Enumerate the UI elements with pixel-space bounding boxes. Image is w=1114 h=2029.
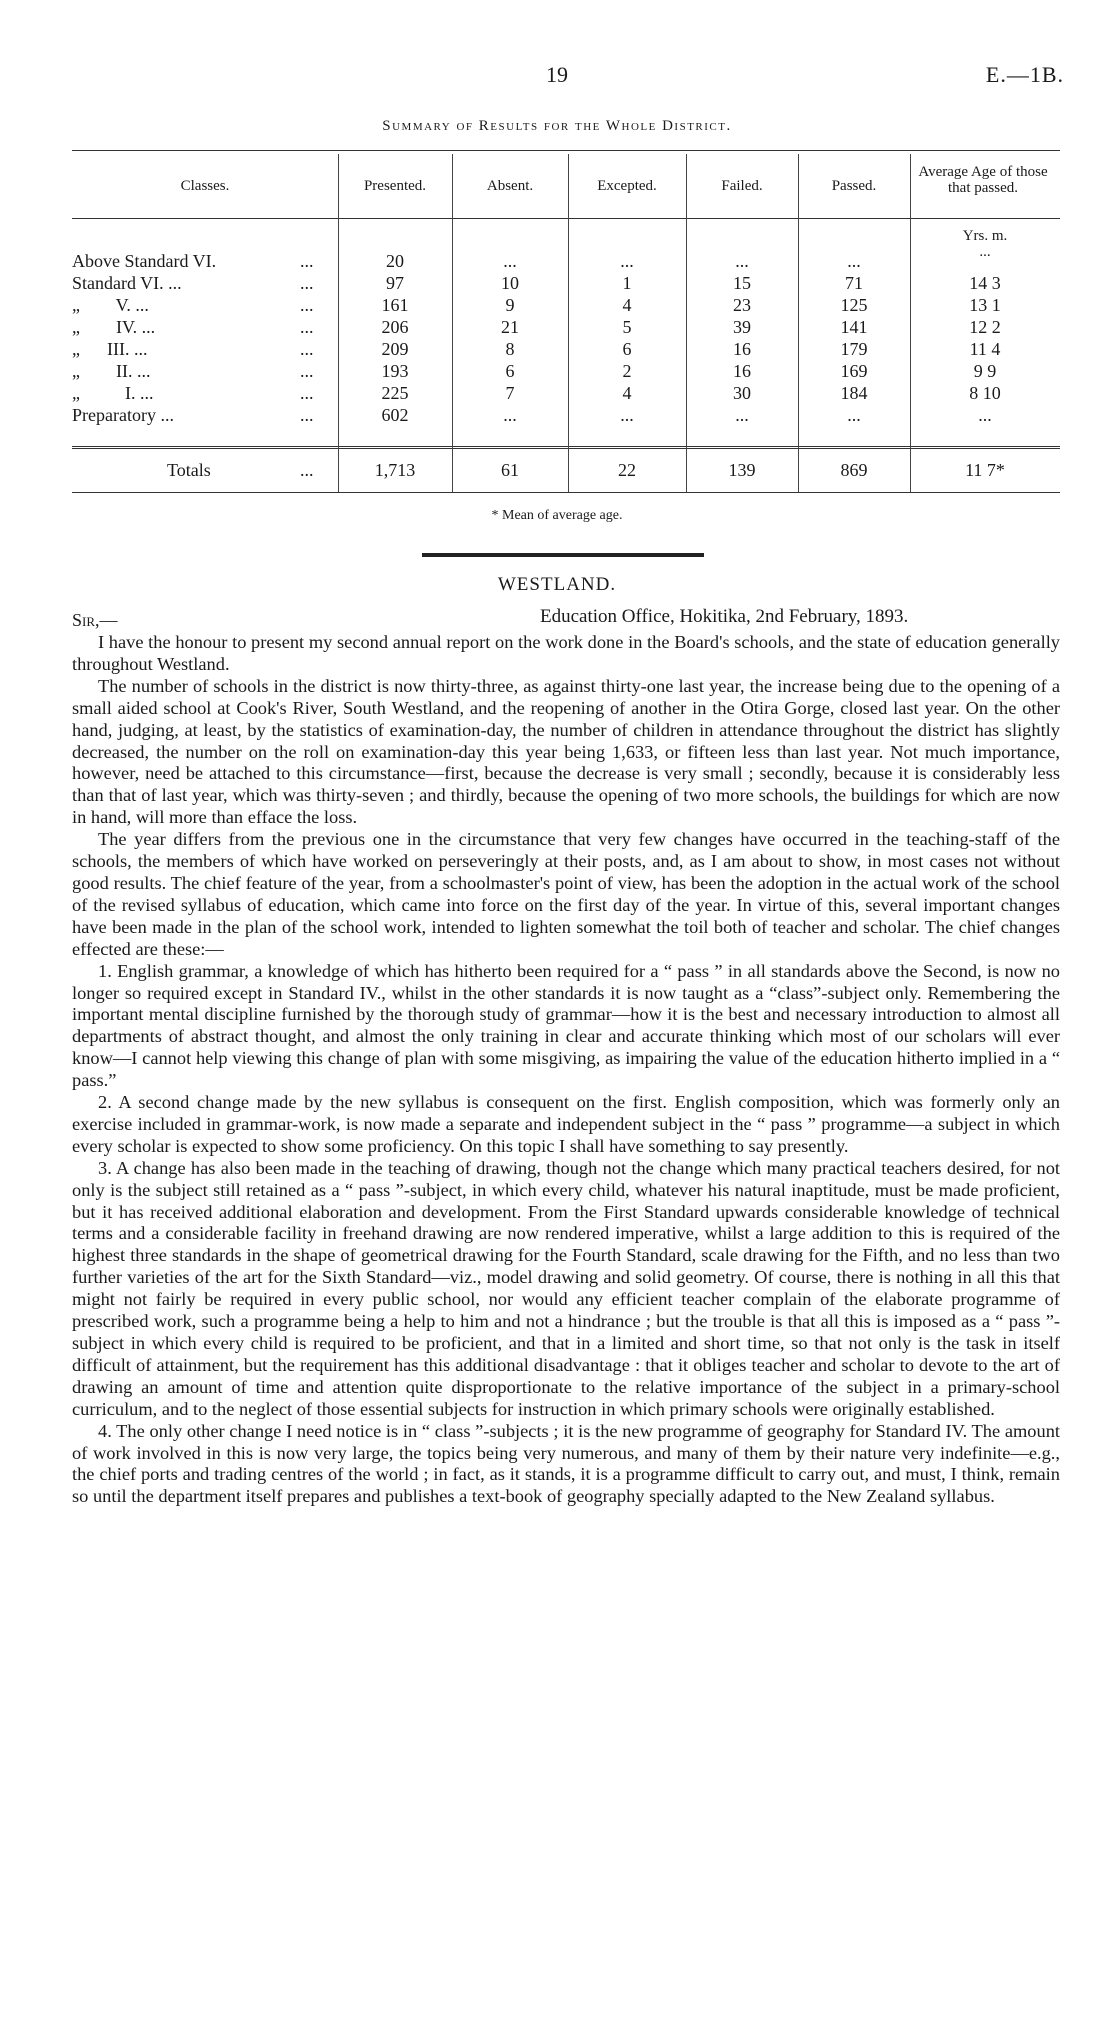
passed-value: 179 <box>840 339 868 359</box>
average-age-value: 14 3 <box>969 273 1001 293</box>
presented-value: 161 <box>381 295 409 315</box>
failed-value: ... <box>735 251 749 271</box>
paragraph: I have the honour to present my second annual report on the work done in the Board's schools, and the state of education generally throughout Westland. <box>72 632 1060 674</box>
failed-total: 139 <box>728 460 756 480</box>
excepted-value: 5 <box>622 317 632 337</box>
absent-value: 21 <box>501 317 519 337</box>
presented-value: 209 <box>381 339 409 359</box>
excepted-value: 6 <box>622 339 632 359</box>
row-leader-dots: ... <box>300 460 314 480</box>
row-class-label: Preparatory ... <box>72 405 174 425</box>
presented-value: 225 <box>381 383 409 403</box>
table-bottom-rule <box>72 492 1060 493</box>
row-class-label: „ III. ... <box>72 339 148 359</box>
failed-value: 16 <box>733 361 751 381</box>
passed-total: 869 <box>840 460 868 480</box>
row-leader-dots: ... <box>300 361 314 381</box>
excepted-value: ... <box>620 405 634 425</box>
row-leader-dots: ... <box>300 339 314 359</box>
age-units-label: Yrs. m. <box>962 228 1008 244</box>
col-header-excepted: Excepted. <box>597 178 657 194</box>
row-class-label: „ V. ... <box>72 295 149 315</box>
presented-value: 206 <box>381 317 409 337</box>
passed-value: 71 <box>845 273 863 293</box>
row-leader-dots: ... <box>300 405 314 425</box>
presented-value: 97 <box>386 273 404 293</box>
passed-value: 141 <box>840 317 868 337</box>
failed-value: 30 <box>733 383 751 403</box>
table-row <box>72 405 1060 427</box>
row-class-label: Standard VI. ... <box>72 273 182 293</box>
row-leader-dots: ... <box>300 383 314 403</box>
passed-value: ... <box>847 405 861 425</box>
paragraph: 4. The only other change I need notice is in “ class ”-subjects ; it is the new programme of geography for Standard IV. The amount of work involved in this is now very large, the topics being very numerous, and many of them by their nature very indefinite—e.g., the chief ports and trading centres of the world ; in fact, as it stands, it is a programme difficult to carry out, and must, I think, remain so until the department itself prepares and publishes a text-book of geography specially adapted to the New Zealand syllabus. <box>72 1420 1060 1507</box>
absent-value: ... <box>503 405 517 425</box>
paragraph: The year differs from the previous one in the circumstance that very few changes have occurred in the teaching-staff of the schools, the members of which have worked on perseveringly at their posts, and, as I am about to show, in most cases not without good results. The chief feature of the year, from a schoolmaster's point of view, has been the adoption in the actual work of the school of the revised syllabus of education, which came into force on the first day of the year. In virtue of this, several important changes have been made in the plan of the school work, intended to lighten somewhat the toil both of teacher and scholar. The chief changes effected are these:— <box>72 829 1060 959</box>
excepted-value: 1 <box>622 273 632 293</box>
table-row <box>72 339 1060 361</box>
table-row <box>72 317 1060 339</box>
age-units-ellipsis: ... <box>979 244 991 260</box>
excepted-value: 4 <box>622 295 632 315</box>
table-row <box>72 251 1060 273</box>
presented-value: 602 <box>381 405 409 425</box>
salutation: Sir,— <box>72 610 118 630</box>
paragraph: 1. English grammar, a knowledge of which has hitherto been required for a “ pass ” in all standards above the Second, is now no longer so required except in Standard IV., whilst in the other standards it is now taught as a “class”-subject only. Remembering the important mental discipline furnished by the thorough study of grammar—how it is the best and necessary introduction to almost all departments of abstract thought, and almost the only training in clear and accurate thinking which most of our scholars will ever know—I cannot help viewing this change of plan with some misgiving, as impairing the value of the education hitherto implied in a “ pass.” <box>72 960 1060 1091</box>
table-row <box>72 295 1060 317</box>
table-row <box>72 273 1060 295</box>
table-top-rule <box>72 150 1060 151</box>
col-header-classes: Classes. <box>180 178 230 194</box>
table-row <box>72 383 1060 405</box>
excepted-total: 22 <box>618 460 636 480</box>
excepted-value: 2 <box>622 361 632 381</box>
report-body <box>72 632 1060 1508</box>
table-totals-rule <box>72 446 1060 449</box>
passed-value: 169 <box>840 361 868 381</box>
table-totals-row <box>72 460 1060 482</box>
row-leader-dots: ... <box>300 251 314 271</box>
table-header-rule <box>72 218 1060 219</box>
table-footnote: * Mean of average age. <box>491 508 623 523</box>
row-class-label: Above Standard VI. <box>72 251 217 271</box>
absent-value: ... <box>503 251 517 271</box>
average-age-total: 11 7* <box>965 460 1005 480</box>
absent-value: 8 <box>505 339 515 359</box>
failed-value: 23 <box>733 295 751 315</box>
absent-total: 61 <box>501 460 519 480</box>
passed-value: 184 <box>840 383 868 403</box>
col-header-failed: Failed. <box>721 178 763 194</box>
col-header-presented: Presented. <box>363 178 427 194</box>
average-age-value: 12 2 <box>969 317 1001 337</box>
average-age-value: 11 4 <box>969 339 1001 359</box>
col-header-average-age: Average Age of those that passed. <box>918 164 1048 196</box>
col-header-absent: Absent. <box>486 178 534 194</box>
average-age-value: 9 9 <box>973 361 997 381</box>
summary-results-table <box>72 150 1060 500</box>
failed-value: ... <box>735 405 749 425</box>
absent-value: 10 <box>501 273 519 293</box>
presented-value: 20 <box>386 251 404 271</box>
table-row <box>72 361 1060 383</box>
absent-value: 7 <box>505 383 515 403</box>
excepted-value: ... <box>620 251 634 271</box>
failed-value: 39 <box>733 317 751 337</box>
col-header-passed: Passed. <box>831 178 877 194</box>
row-class-label: „ IV. ... <box>72 317 156 337</box>
presented-total: 1,713 <box>374 460 416 480</box>
totals-label: Totals <box>167 460 211 480</box>
excepted-value: 4 <box>622 383 632 403</box>
absent-value: 6 <box>505 361 515 381</box>
row-class-label: „ I. ... <box>72 383 154 403</box>
section-title: WESTLAND. <box>497 574 617 595</box>
average-age-value: 8 10 <box>969 383 1001 403</box>
row-leader-dots: ... <box>300 295 314 315</box>
section-divider <box>422 553 704 557</box>
failed-value: 16 <box>733 339 751 359</box>
paragraph: The number of schools in the district is now thirty-three, as against thirty-one last year, the increase being due to the opening of a small aided school at Cook's River, South Westland, and the reopening of another in the Otira Gorge, closed last year. On the other hand, judging, at least, by the statistics of examination-day, the number of children in attendance throughout the district has slightly decreased, the number on the roll on examination-day this year being 1,633, or fifteen less than last year. Not much importance, however, need be attached to this circumstance—first, because the decrease is very small ; secondly, because it is considerably less than that of last year, which was thirty-seven ; and thirdly, because the opening of two more schools, the buildings for which are now in hand, will more than efface the loss. <box>72 675 1060 828</box>
paragraph: 3. A change has also been made in the teaching of drawing, though not the change which many practical teachers desired, for not only is the subject still retained as a “ pass ”-subject, in which every child, whatever his natural inaptitude, must be made proficient, but it has received additional elaboration and development. From the First Standard upwards considerable knowledge of technical terms and a considerable facility in freehand drawing are now rendered imperative, whilst a large addition to this is required of the highest three standards in the shape of geometrical drawing for the Fourth Standard, scale drawing for the Fifth, and no less than two further varieties of the art for the Sixth Standard—viz., model drawing and solid geometry. Of course, there is nothing in all this that might not fairly be required in every public school, nor would any efficient teacher complain of the elaborate programme of prescribed work, such a programme being a help to him and not a hindrance ; but the trouble is that all this is imposed as a “ pass ”-subject in which every child is required to be proficient, and that in a limited and short time, so that not only is the task in itself difficult of attainment, but the requirement has this additional disadvantage : that it obliges teacher and scholar to devote to the art of drawing an amount of time and attention quite disproportionate to the relative importance of the subject in a primary-school curriculum, and to the neglect of those essential subjects for instruction in which primary schools were originally established. <box>72 1157 1060 1419</box>
passed-value: ... <box>847 251 861 271</box>
row-leader-dots: ... <box>300 273 314 293</box>
document-reference: E.—1B. <box>985 62 1064 87</box>
summary-table-title: Summary of Results for the Whole District. <box>382 118 732 134</box>
average-age-value: ... <box>978 405 992 425</box>
average-age-value: 13 1 <box>969 295 1001 315</box>
passed-value: 125 <box>840 295 868 315</box>
page-number: 19 <box>546 62 568 87</box>
failed-value: 15 <box>733 273 751 293</box>
row-class-label: „ II. ... <box>72 361 151 381</box>
presented-value: 193 <box>381 361 409 381</box>
row-leader-dots: ... <box>300 317 314 337</box>
paragraph: 2. A second change made by the new syllabus is consequent on the first. English composition, which was formerly only an exercise included in grammar-work, is now made a separate and independent subject in the “ pass ” programme—a subject in which every scholar is expected to show some proficiency. On this topic I shall have something to say presently. <box>72 1092 1060 1156</box>
dateline: Education Office, Hokitika, 2nd February, 1893. <box>540 606 909 627</box>
absent-value: 9 <box>505 295 515 315</box>
